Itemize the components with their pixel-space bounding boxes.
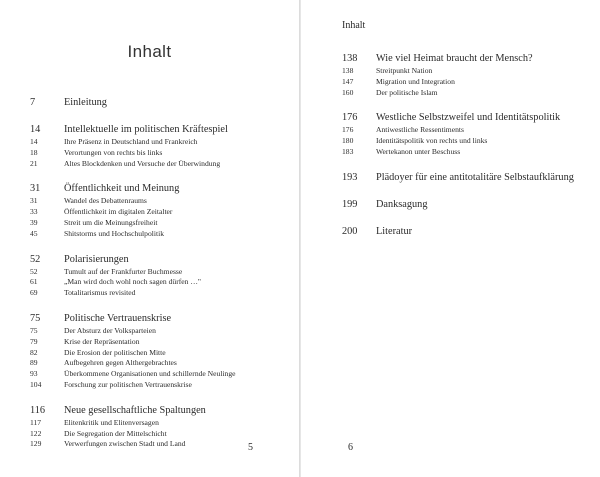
toc-subchapter[interactable] — [30, 267, 285, 278]
subchapter-page-number: 180 — [342, 136, 354, 146]
section-gap — [342, 158, 587, 170]
subchapter-title: Öffentlichkeit im digitalen Zeitalter — [64, 207, 173, 217]
subchapter-page-number: 69 — [30, 288, 38, 298]
section-gap — [30, 169, 285, 181]
toc-subchapter[interactable] — [30, 277, 285, 288]
subchapter-title: Die Segregation der Mittelschicht — [64, 428, 167, 438]
subchapter-page-number: 75 — [30, 325, 38, 335]
section-gap — [342, 98, 587, 110]
subchapter-page-number: 79 — [30, 336, 38, 346]
subchapter-title: Verortungen von rechts bis links — [64, 147, 163, 157]
subchapter-title: Streit um die Meinungsfreiheit — [64, 217, 158, 227]
subchapter-title: Wertekanon unter Beschuss — [376, 146, 461, 156]
toc-subchapter[interactable] — [30, 207, 285, 218]
toc-subchapter[interactable] — [30, 418, 285, 429]
chapter-page-number: 52 — [30, 253, 41, 265]
subchapter-title: Elitenkritik und Elitenversagen — [64, 417, 159, 427]
toc-chapter[interactable] — [342, 51, 587, 66]
chapter-page-number: 199 — [342, 198, 358, 210]
toc-chapter[interactable] — [342, 197, 587, 212]
chapter-title: Öffentlichkeit und Meinung — [64, 183, 180, 195]
subchapter-page-number: 89 — [30, 358, 38, 368]
subchapter-page-number: 21 — [30, 158, 38, 168]
toc-subchapter[interactable] — [30, 326, 285, 337]
subchapter-title: Identitätspolitik von rechts und links — [376, 136, 488, 146]
toc-chapter[interactable] — [30, 252, 285, 267]
subchapter-title: Streitpunkt Nation — [376, 66, 433, 75]
chapter-title: Politische Vertrauenskrise — [64, 312, 172, 324]
toc-chapter[interactable] — [30, 95, 285, 110]
toc-subchapter[interactable] — [30, 429, 285, 440]
section-gap — [30, 110, 285, 122]
toc-chapter[interactable] — [30, 311, 285, 326]
chapter-title: Literatur — [376, 225, 413, 237]
page-title: Inhalt — [127, 42, 172, 61]
toc-subchapter[interactable] — [30, 337, 285, 348]
toc-subchapter[interactable] — [30, 358, 285, 369]
section-gap — [342, 185, 587, 197]
subchapter-page-number: 33 — [30, 207, 38, 217]
toc-chapter[interactable] — [342, 110, 587, 125]
subchapter-page-number: 14 — [30, 137, 38, 146]
chapter-page-number: 200 — [342, 225, 358, 237]
chapter-title: Westliche Selbstzweifel und Identitätspolitik — [376, 112, 561, 124]
chapter-page-number: 138 — [342, 53, 358, 64]
subchapter-title: Forschung zur politischen Vertrauenskrise — [64, 379, 192, 389]
subchapter-title: Wandel des Debattenraums — [64, 196, 147, 206]
chapter-page-number: 31 — [30, 183, 41, 195]
toc-subchapter[interactable] — [30, 369, 285, 380]
page-number: 5 — [248, 442, 253, 453]
subchapter-page-number: 82 — [30, 347, 38, 357]
subchapter-page-number: 61 — [30, 277, 38, 287]
toc-subchapter[interactable] — [30, 137, 285, 148]
subchapter-title: Der politische Islam — [376, 87, 438, 97]
chapter-title: Einleitung — [64, 97, 107, 108]
section-gap — [342, 212, 587, 224]
toc-subchapter[interactable] — [342, 125, 587, 136]
subchapter-page-number: 31 — [30, 196, 38, 206]
subchapter-title: Die Erosion der politischen Mitte — [64, 347, 166, 357]
chapter-title: Plädoyer für eine antitotalitäre Selbstaufklärung — [376, 171, 574, 183]
toc-subchapter[interactable] — [342, 77, 587, 88]
subchapter-page-number: 147 — [342, 76, 354, 86]
table-of-contents-right — [342, 51, 587, 239]
subchapter-title: Totalitarismus revisited — [64, 288, 136, 298]
toc-subchapter[interactable] — [30, 348, 285, 359]
toc-subchapter[interactable] — [30, 196, 285, 207]
subchapter-title: „Man wird doch wohl noch sagen dürfen …" — [64, 277, 202, 287]
running-head: Inhalt — [342, 20, 366, 31]
subchapter-page-number: 183 — [342, 146, 354, 156]
subchapter-title: Antiwestliche Ressentiments — [376, 125, 464, 135]
toc-chapter[interactable] — [30, 403, 285, 418]
toc-chapter[interactable] — [30, 181, 285, 196]
chapter-page-number: 75 — [30, 312, 41, 324]
chapter-title: Neue gesellschaftliche Spaltungen — [64, 404, 206, 416]
section-gap — [30, 391, 285, 403]
subchapter-page-number: 138 — [342, 66, 354, 75]
toc-subchapter[interactable] — [30, 439, 285, 450]
toc-subchapter[interactable] — [342, 88, 587, 99]
subchapter-page-number: 39 — [30, 217, 38, 227]
subchapter-page-number: 117 — [30, 417, 42, 427]
subchapter-title: Aufbegehren gegen Althergebrachtes — [64, 358, 177, 368]
toc-subchapter[interactable] — [30, 380, 285, 391]
left-page — [0, 0, 299, 477]
chapter-page-number: 193 — [342, 171, 358, 183]
chapter-page-number: 176 — [342, 112, 358, 124]
subchapter-page-number: 93 — [30, 369, 38, 379]
subchapter-page-number: 129 — [30, 439, 42, 449]
toc-subchapter[interactable] — [342, 136, 587, 147]
chapter-title: Intellektuelle im politischen Kräftespiel — [64, 124, 228, 135]
chapter-page-number: 116 — [30, 404, 46, 416]
toc-chapter[interactable] — [342, 224, 587, 239]
subchapter-page-number: 52 — [30, 266, 38, 276]
toc-subchapter[interactable] — [30, 229, 285, 240]
subchapter-page-number: 45 — [30, 228, 38, 238]
subchapter-page-number: 18 — [30, 147, 38, 157]
subchapter-title: Verwerfungen zwischen Stadt und Land — [64, 439, 186, 449]
subchapter-title: Überkommene Organisationen und schillernde Neulinge — [64, 369, 236, 379]
subchapter-title: Shitstorms und Hochschulpolitik — [64, 228, 164, 238]
subchapter-title: Altes Blockdenken und Versuche der Überwindung — [64, 158, 221, 168]
toc-chapter[interactable] — [342, 170, 587, 185]
subchapter-page-number: 176 — [342, 125, 354, 135]
section-gap — [30, 240, 285, 252]
chapter-title: Polarisierungen — [64, 253, 129, 265]
toc-subchapter[interactable] — [30, 218, 285, 229]
chapter-title: Wie viel Heimat braucht der Mensch? — [376, 53, 533, 64]
toc-subchapter[interactable] — [342, 147, 587, 158]
right-page — [301, 0, 600, 477]
subchapter-page-number: 160 — [342, 87, 354, 97]
page-number: 6 — [348, 442, 353, 453]
toc-chapter[interactable] — [30, 122, 285, 137]
subchapter-title: Tumult auf der Frankfurter Buchmesse — [64, 266, 183, 276]
chapter-page-number: 14 — [30, 124, 41, 135]
subchapter-title: Migration und Integration — [376, 76, 455, 86]
chapter-page-number: 7 — [30, 97, 36, 108]
subchapter-title: Der Absturz der Volksparteien — [64, 325, 156, 335]
toc-subchapter[interactable] — [30, 288, 285, 299]
toc-subchapter[interactable] — [30, 148, 285, 159]
chapter-title: Danksagung — [376, 198, 428, 210]
toc-subchapter[interactable] — [30, 159, 285, 170]
section-gap — [30, 299, 285, 311]
subchapter-title: Krise der Repräsentation — [64, 336, 140, 346]
subchapter-page-number: 122 — [30, 428, 42, 438]
subchapter-title: Ihre Präsenz in Deutschland und Frankreich — [64, 137, 198, 146]
table-of-contents-left — [30, 95, 285, 450]
subchapter-page-number: 104 — [30, 379, 42, 389]
toc-subchapter[interactable] — [342, 66, 587, 77]
